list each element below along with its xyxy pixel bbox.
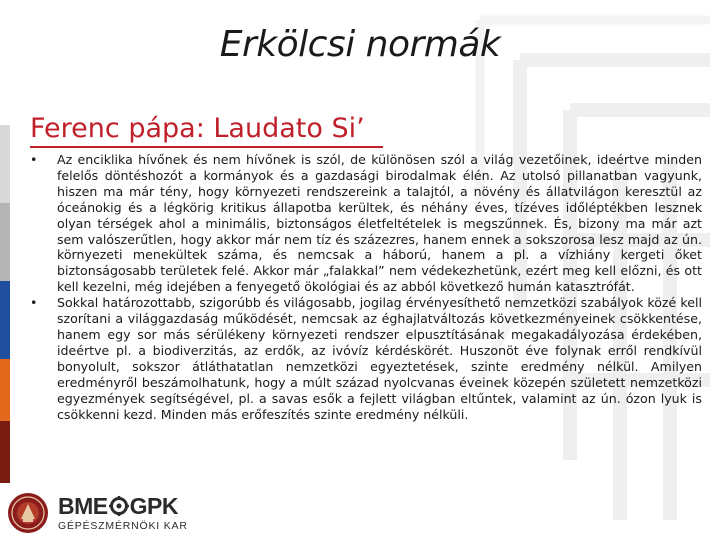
slide-title: Erkölcsi normák [219, 24, 501, 65]
logo-gpk-text: GPK [129, 493, 178, 519]
side-color-bar-gray [0, 203, 10, 281]
bme-gpk-logo [6, 491, 266, 535]
bullet-item [30, 295, 702, 422]
side-color-bar-blue [0, 281, 10, 359]
bullet-text: Az enciklika hívőnek és nem hívőnek is szól, de különösen szól a világ vezetőinek, ideértve minden felelős döntéshozót a kormányok és a gazdasági birodalmak élén. Az utolsó pillanatban vagyunk, hiszen ma már tény, hogy környezeti rendszereink a talajtól, a növény és állatvilágon keresztül az óceánokig és a légkörig kritikus állapotba kerültek, és néhány éves, tízéves időléptékben lesznek olyan térségek ahol a minimális, biztonságos életfeltételek is megszűnnek. És, bizony ma már azt sem valószerűtlen, hogy akkor már nem tíz és százezres, hanem ennek a sokszorosa lesz majd az ún. környezeti menekültek száma, és nemcsak a háború, hanem a pl. a vízhiány kergeti őket biztonságosabb területek felé. Akkor már „falakkal” nem védekezhetünk, ezért meg kell előzni, és ott kell kezelni, még idejében a fenyegető ökológiai és az abból következő humán katasztrófát. [57, 152, 702, 295]
side-color-bar-maroon [0, 421, 10, 483]
side-color-bar-light-gray [0, 125, 10, 203]
bullet-marker: • [30, 152, 38, 167]
gear-icon [109, 496, 129, 516]
logo-wordmark [58, 493, 178, 520]
university-seal-icon [6, 491, 50, 535]
bullet-item [30, 152, 702, 295]
slide-subtitle: Ferenc pápa: Laudato Si’ [30, 112, 383, 148]
side-color-bar-orange [0, 359, 10, 421]
bullet-list [30, 152, 702, 422]
bullet-text: Sokkal határozottabb, szigorúbb és világosabb, jogilag érvényesíthető nemzetközi szabályok közé kell szorítani a világgazdaság működését, nemcsak az éghajlatváltozás következményeinek csökkentése, hanem egy sor más sérülékeny környezeti rendszer elpusztításának megakadályozása érdekében, ideértve pl. a biodiverzitás, az erdők, az ivóvíz kérdéskörét. Huszonöt éve folynak erről rendkívül bonyolult, sokszor átláthatatlan nemzetközi egyeztetések, szinte eredmény nélkül. Amilyen eredményről beszámolhatunk, hogy a múlt század nyolcvanas éveinek közepén született nemzetközi egyezmények segítségével, pl. a savas esők a fejlett világban eltűntek, valamint az ún. ózon lyuk is csökkenni kezd. Minden más erőfeszítés szinte eredmény nélküli. [57, 295, 702, 422]
logo-bme-text: BME [58, 493, 108, 519]
logo-faculty-name: GÉPÉSZMÉRNÖKI KAR [58, 520, 188, 532]
bullet-marker: • [30, 295, 38, 311]
